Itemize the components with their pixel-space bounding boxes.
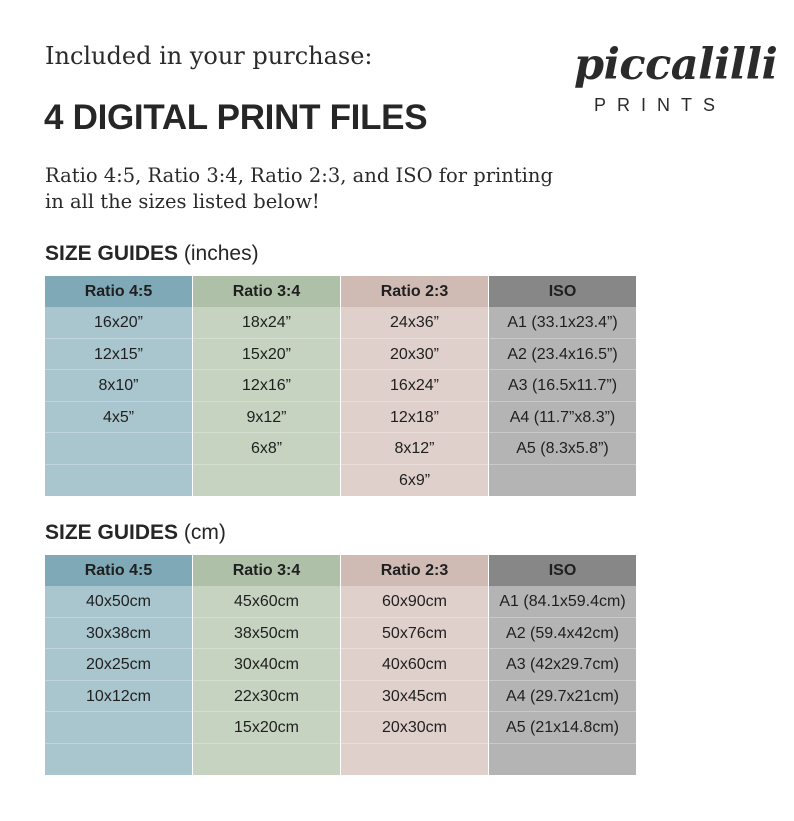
column-body [341,586,488,775]
inches-column-ratio-4-5 [45,276,192,496]
table-cell: 50x76cm [341,618,488,650]
description [45,163,553,215]
table-cell [489,465,636,497]
cm-column-ratio-4-5 [45,555,192,775]
table-cell: A4 (29.7x21cm) [489,681,636,713]
size-table-inches [45,276,636,496]
table-cell: 9x12” [193,402,340,434]
size-guide-inches-title: SIZE GUIDES [45,242,179,265]
table-cell: A3 (42x29.7cm) [489,649,636,681]
inches-column-ratio-2-3 [341,276,488,496]
column-body [45,586,192,775]
table-cell: 24x36” [341,307,488,339]
table-cell: 12x18” [341,402,488,434]
table-cell: A4 (11.7”x8.3”) [489,402,636,434]
column-header: Ratio 3:4 [193,555,340,586]
size-guide-inches-unit: (inches) [183,242,259,265]
table-cell: 45x60cm [193,586,340,618]
table-cell: 40x60cm [341,649,488,681]
table-cell [489,744,636,776]
table-cell: 22x30cm [193,681,340,713]
column-body [193,586,340,775]
table-cell [45,712,192,744]
column-body [489,586,636,775]
table-cell: 16x24” [341,370,488,402]
table-cell [45,465,192,497]
column-header: Ratio 4:5 [45,276,192,307]
table-cell: A1 (84.1x59.4cm) [489,586,636,618]
table-cell: 30x40cm [193,649,340,681]
piccalilli-prints-logo [572,40,778,122]
table-cell: A2 (59.4x42cm) [489,618,636,650]
table-cell [193,465,340,497]
table-cell: 4x5” [45,402,192,434]
table-cell: A1 (33.1x23.4”) [489,307,636,339]
table-cell [193,744,340,776]
cm-column-iso [489,555,636,775]
table-cell [45,433,192,465]
column-header: ISO [489,276,636,307]
size-guide-cm-unit: (cm) [183,521,226,544]
table-cell: 20x30” [341,339,488,371]
table-cell: 30x45cm [341,681,488,713]
table-cell: 20x30cm [341,712,488,744]
table-cell: 15x20cm [193,712,340,744]
column-header: ISO [489,555,636,586]
cm-column-ratio-2-3 [341,555,488,775]
size-guide-inches-heading [45,242,259,266]
table-cell: A3 (16.5x11.7”) [489,370,636,402]
table-cell: 10x12cm [45,681,192,713]
size-guide-cm-heading [45,521,226,545]
description-line-2: in all the sizes listed below! [45,190,320,213]
table-cell [341,744,488,776]
logo-script-text: piccalilli [574,40,778,90]
table-cell: A2 (23.4x16.5”) [489,339,636,371]
page-title: 4 DIGITAL PRINT FILES [44,98,428,137]
table-cell: 30x38cm [45,618,192,650]
column-body [341,307,488,496]
table-cell: A5 (8.3x5.8”) [489,433,636,465]
table-cell: 60x90cm [341,586,488,618]
cm-column-ratio-3-4 [193,555,340,775]
size-table-cm [45,555,636,775]
table-cell: 12x16” [193,370,340,402]
column-body [193,307,340,496]
intro-text: Included in your purchase: [45,42,373,70]
table-cell: 12x15” [45,339,192,371]
table-cell: 38x50cm [193,618,340,650]
table-cell: 8x10” [45,370,192,402]
column-header: Ratio 2:3 [341,276,488,307]
table-cell: 6x8” [193,433,340,465]
column-body [45,307,192,496]
table-cell: 15x20” [193,339,340,371]
table-cell: 18x24” [193,307,340,339]
column-header: Ratio 2:3 [341,555,488,586]
table-cell: 8x12” [341,433,488,465]
logo-sub-text: PRINTS [593,95,726,115]
table-cell: 40x50cm [45,586,192,618]
inches-column-iso [489,276,636,496]
table-cell: 6x9” [398,471,431,489]
size-guide-cm-title: SIZE GUIDES [45,521,179,544]
table-cell: A5 (21x14.8cm) [489,712,636,744]
inches-column-ratio-3-4 [193,276,340,496]
table-cell: 20x25cm [45,649,192,681]
table-cell [45,744,192,776]
table-cell: 16x20” [45,307,192,339]
column-header: Ratio 4:5 [45,555,192,586]
description-line-1: Ratio 4:5, Ratio 3:4, Ratio 2:3, and ISO for printing [45,164,553,187]
column-body [489,307,636,496]
column-header: Ratio 3:4 [193,276,340,307]
